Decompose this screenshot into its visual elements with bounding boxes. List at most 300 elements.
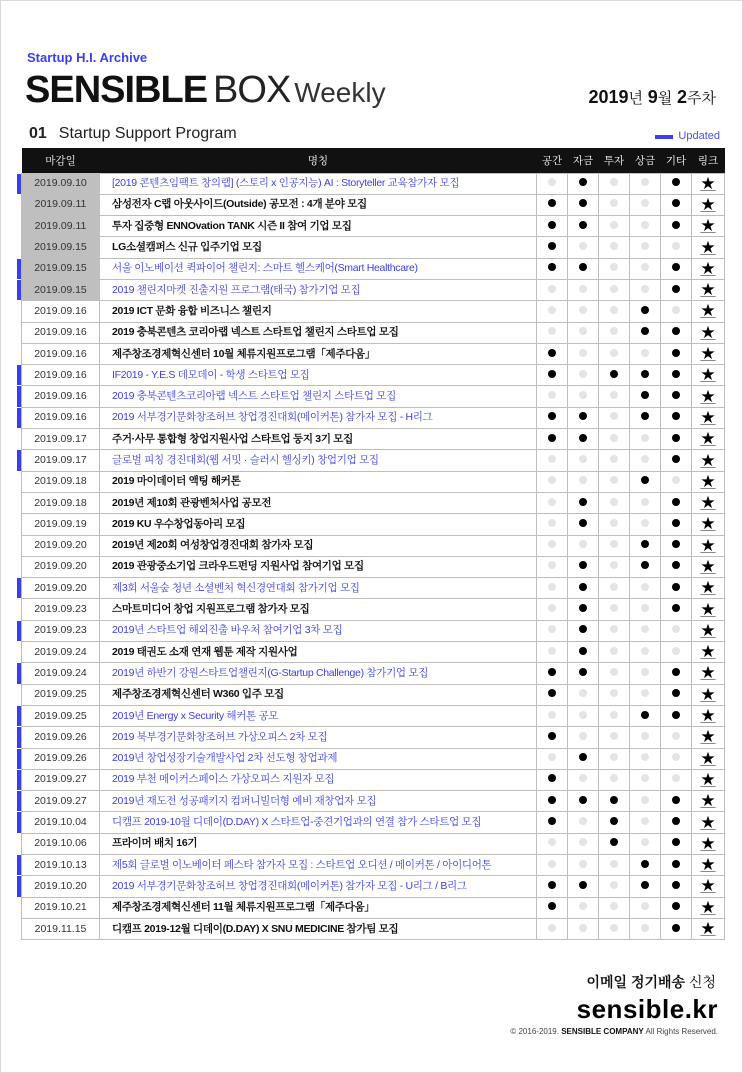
deadline-cell: 2019.09.25 [22, 705, 100, 726]
deadline-cell: 2019.09.26 [22, 748, 100, 769]
category-cell [537, 705, 568, 726]
category-cell [599, 769, 630, 790]
category-cell [568, 471, 599, 492]
empty-dot-icon [641, 263, 649, 271]
link-cell [692, 876, 725, 897]
filled-dot-icon [672, 221, 680, 229]
category-cell [568, 429, 599, 450]
category-cell [630, 535, 661, 556]
category-cell [599, 684, 630, 705]
column-header: 마감일 [22, 148, 100, 173]
category-cell [661, 663, 692, 684]
program-name[interactable]: 디캠프 2019-12월 디데이(D.DAY) X SNU MEDICINE 참가팀 모집 [100, 918, 537, 939]
program-name[interactable]: 2019 부천 메이커스페이스 가상오피스 지원자 모집 [100, 769, 537, 790]
program-name[interactable]: 2019 북부경기문화창조허브 가상오피스 2차 모집 [100, 727, 537, 748]
category-cell [537, 343, 568, 364]
star-link-icon[interactable]: ★ [700, 578, 716, 598]
star-link-icon[interactable]: ★ [700, 620, 716, 640]
category-cell [599, 705, 630, 726]
category-cell [630, 343, 661, 364]
filled-dot-icon [672, 881, 680, 889]
category-cell [568, 450, 599, 471]
filled-dot-icon [548, 199, 556, 207]
empty-dot-icon [610, 689, 618, 697]
empty-dot-icon [548, 604, 556, 612]
deadline-cell: 2019.09.25 [22, 684, 100, 705]
category-cell [568, 492, 599, 513]
star-link-icon[interactable]: ★ [700, 684, 716, 704]
table-row [22, 897, 725, 918]
link-cell [692, 684, 725, 705]
category-cell [661, 237, 692, 258]
filled-dot-icon [579, 178, 587, 186]
program-name[interactable]: 2019 태권도 소재 연재 웹툰 제작 지원사업 [100, 642, 537, 663]
category-cell [568, 918, 599, 939]
empty-dot-icon [641, 604, 649, 612]
star-link-icon[interactable]: ★ [700, 429, 716, 449]
filled-dot-icon [641, 391, 649, 399]
program-name[interactable]: 2019 KU 우수창업동아리 모집 [100, 514, 537, 535]
program-name[interactable]: [2019 콘텐츠임팩트 창의랩] (스토리 x 인공지능) AI : Storyteller 교육참가자 모집 [100, 173, 537, 194]
category-cell [630, 578, 661, 599]
table-row [22, 237, 725, 258]
category-cell [661, 791, 692, 812]
empty-dot-icon [610, 625, 618, 633]
category-cell [568, 684, 599, 705]
filled-dot-icon [610, 370, 618, 378]
empty-dot-icon [579, 285, 587, 293]
empty-dot-icon [579, 476, 587, 484]
star-link-icon[interactable]: ★ [700, 599, 716, 619]
table-row [22, 791, 725, 812]
star-link-icon[interactable]: ★ [700, 216, 716, 236]
category-cell [537, 663, 568, 684]
program-name[interactable]: 2019년 Energy x Security 해커톤 공모 [100, 705, 537, 726]
deadline-cell: 2019.09.17 [22, 450, 100, 471]
link-cell [692, 301, 725, 322]
table-row [22, 535, 725, 556]
link-cell [692, 791, 725, 812]
filled-dot-icon [672, 498, 680, 506]
star-link-icon[interactable]: ★ [700, 514, 716, 534]
empty-dot-icon [641, 838, 649, 846]
empty-dot-icon [641, 434, 649, 442]
program-name[interactable]: 2019년 재도전 성공패키지 컴퍼니빌더형 예비 재창업자 모집 [100, 791, 537, 812]
category-cell [599, 578, 630, 599]
empty-dot-icon [548, 860, 556, 868]
empty-dot-icon [548, 455, 556, 463]
category-cell [537, 429, 568, 450]
star-link-icon[interactable]: ★ [700, 407, 716, 427]
link-cell [692, 769, 725, 790]
deadline-cell: 2019.09.15 [22, 237, 100, 258]
program-name[interactable]: 프라이머 배치 16기 [100, 833, 537, 854]
category-cell [599, 471, 630, 492]
empty-dot-icon [641, 924, 649, 932]
table-row [22, 727, 725, 748]
filled-dot-icon [579, 263, 587, 271]
table-row [22, 407, 725, 428]
category-cell [568, 855, 599, 876]
filled-dot-icon [641, 881, 649, 889]
star-link-icon[interactable]: ★ [700, 301, 716, 321]
link-cell [692, 492, 725, 513]
empty-dot-icon [579, 711, 587, 719]
subscribe-bold: 이메일 정기배송 [586, 974, 686, 990]
filled-dot-icon [579, 647, 587, 655]
copyright [510, 1027, 718, 1037]
link-cell [692, 429, 725, 450]
program-name[interactable]: 글로벌 피칭 경진대회(웹 서밋 · 슬러시 헬싱키) 창업기업 모집 [100, 450, 537, 471]
category-cell [661, 897, 692, 918]
empty-dot-icon [548, 711, 556, 719]
program-name[interactable]: IF2019 - Y.E.S 데모데이 - 학생 스타트업 모집 [100, 365, 537, 386]
program-name[interactable]: 제주창조경제혁신센터 10월 체류지원프로그램「제주다움」 [100, 343, 537, 364]
filled-dot-icon [610, 796, 618, 804]
star-link-icon[interactable]: ★ [700, 556, 716, 576]
filled-dot-icon [672, 561, 680, 569]
program-name[interactable]: 2019 서부경기문화창조허브 창업경진대회(메이커톤) 참가자 모집 - H리그 [100, 407, 537, 428]
star-link-icon[interactable]: ★ [700, 344, 716, 364]
star-link-icon[interactable]: ★ [700, 471, 716, 491]
filled-dot-icon [672, 540, 680, 548]
empty-dot-icon [641, 625, 649, 633]
category-cell [599, 663, 630, 684]
star-link-icon[interactable]: ★ [700, 365, 716, 385]
empty-dot-icon [610, 391, 618, 399]
table-row [22, 684, 725, 705]
category-cell [537, 918, 568, 939]
table-row [22, 663, 725, 684]
category-cell [661, 301, 692, 322]
link-cell [692, 663, 725, 684]
table-row [22, 599, 725, 620]
star-link-icon[interactable]: ★ [700, 450, 716, 470]
empty-dot-icon [579, 327, 587, 335]
category-cell [568, 620, 599, 641]
star-link-icon[interactable]: ★ [700, 727, 716, 747]
filled-dot-icon [579, 881, 587, 889]
star-link-icon[interactable]: ★ [700, 897, 716, 917]
category-cell [568, 791, 599, 812]
program-name[interactable]: 2019년 창업성장기술개발사업 2차 선도형 창업과제 [100, 748, 537, 769]
copyright-rights: All Rights Reserved. [645, 1027, 718, 1036]
star-link-icon[interactable]: ★ [700, 173, 716, 193]
star-link-icon[interactable]: ★ [700, 535, 716, 555]
link-cell [692, 642, 725, 663]
link-cell [692, 258, 725, 279]
empty-dot-icon [579, 349, 587, 357]
deadline-cell: 2019.10.20 [22, 876, 100, 897]
category-cell [537, 386, 568, 407]
category-cell [630, 918, 661, 939]
category-cell [661, 279, 692, 300]
filled-dot-icon [579, 796, 587, 804]
updated-legend [655, 130, 720, 143]
empty-dot-icon [548, 391, 556, 399]
empty-dot-icon [610, 349, 618, 357]
category-cell [568, 301, 599, 322]
category-cell [537, 897, 568, 918]
deadline-cell: 2019.09.19 [22, 514, 100, 535]
link-cell [692, 578, 725, 599]
category-cell [599, 642, 630, 663]
program-name[interactable]: 서울 이노베이션 퀵파이어 챌린지: 스마트 헬스케어(Smart Healthcare) [100, 258, 537, 279]
link-cell [692, 514, 725, 535]
filled-dot-icon [548, 817, 556, 825]
star-link-icon[interactable]: ★ [700, 855, 716, 875]
filled-dot-icon [672, 412, 680, 420]
empty-dot-icon [548, 753, 556, 761]
star-link-icon[interactable]: ★ [700, 791, 716, 811]
category-cell [537, 620, 568, 641]
program-name[interactable]: 2019 ICT 문화 융합 비즈니스 챌린지 [100, 301, 537, 322]
logo [25, 70, 386, 110]
star-link-icon[interactable]: ★ [700, 280, 716, 300]
filled-dot-icon [672, 668, 680, 676]
category-cell [599, 216, 630, 237]
star-link-icon[interactable]: ★ [700, 876, 716, 896]
empty-dot-icon [641, 817, 649, 825]
star-link-icon[interactable]: ★ [700, 258, 716, 278]
star-link-icon[interactable]: ★ [700, 237, 716, 257]
category-cell [537, 578, 568, 599]
category-cell [537, 642, 568, 663]
program-name[interactable]: 2019 서부경기문화창조허브 창업경진대회(메이커톤) 참가자 모집 - U리그 / B리그 [100, 876, 537, 897]
deadline-cell: 2019.09.26 [22, 727, 100, 748]
category-cell [661, 386, 692, 407]
filled-dot-icon [579, 434, 587, 442]
program-name[interactable]: 주거·사무 통합형 창업지원사업 스타트업 둥지 3기 모집 [100, 429, 537, 450]
issue-week [588, 87, 716, 109]
program-name[interactable]: 2019년 하반기 강원스타트업챌린지(G-Startup Challenge) 참가기업 모집 [100, 663, 537, 684]
empty-dot-icon [641, 349, 649, 357]
filled-dot-icon [641, 306, 649, 314]
category-cell [537, 279, 568, 300]
category-cell [661, 705, 692, 726]
deadline-cell: 2019.09.20 [22, 578, 100, 599]
star-link-icon[interactable]: ★ [700, 748, 716, 768]
category-cell [661, 365, 692, 386]
category-cell [630, 173, 661, 194]
category-cell [661, 194, 692, 215]
filled-dot-icon [548, 412, 556, 420]
empty-dot-icon [579, 242, 587, 250]
column-header: 링크 [692, 148, 725, 173]
category-cell [630, 301, 661, 322]
category-cell [568, 194, 599, 215]
table-row [22, 514, 725, 535]
category-cell [661, 833, 692, 854]
program-name[interactable]: 제5회 글로벌 이노베이터 페스타 참가자 모집 : 스타트업 오디션 / 메이커톤 / 아이디어톤 [100, 855, 537, 876]
empty-dot-icon [548, 838, 556, 846]
star-link-icon[interactable]: ★ [700, 769, 716, 789]
program-name[interactable]: LG소셜캠퍼스 신규 입주기업 모집 [100, 237, 537, 258]
category-cell [630, 450, 661, 471]
program-name[interactable]: 2019년 제20회 여성창업경진대회 참가자 모집 [100, 535, 537, 556]
logo-light: BOX [213, 69, 291, 111]
category-cell [568, 279, 599, 300]
empty-dot-icon [610, 604, 618, 612]
table-row [22, 492, 725, 513]
empty-dot-icon [548, 498, 556, 506]
program-name[interactable]: 2019년 제10회 관광벤처사업 공모전 [100, 492, 537, 513]
program-name[interactable]: 2019 충북콘텐츠 코리아랩 넥스트 스타트업 챌린지 스타트업 모집 [100, 322, 537, 343]
category-cell [537, 748, 568, 769]
link-cell [692, 833, 725, 854]
category-cell [537, 322, 568, 343]
star-link-icon[interactable]: ★ [700, 663, 716, 683]
category-cell [661, 684, 692, 705]
category-cell [599, 748, 630, 769]
filled-dot-icon [672, 924, 680, 932]
category-cell [661, 918, 692, 939]
category-cell [568, 216, 599, 237]
category-cell [599, 918, 630, 939]
subscribe-link[interactable] [586, 974, 716, 991]
star-link-icon[interactable]: ★ [700, 493, 716, 513]
category-cell [537, 855, 568, 876]
program-name[interactable]: 스마트미디어 창업 지원프로그램 참가자 모집 [100, 599, 537, 620]
link-cell [692, 407, 725, 428]
filled-dot-icon [672, 285, 680, 293]
empty-dot-icon [641, 732, 649, 740]
category-cell [661, 450, 692, 471]
table-row [22, 578, 725, 599]
category-cell [630, 748, 661, 769]
filled-dot-icon [672, 689, 680, 697]
category-cell [630, 471, 661, 492]
empty-dot-icon [579, 838, 587, 846]
program-name[interactable]: 2019년 스타트업 해외진출 바우처 참여기업 3차 모집 [100, 620, 537, 641]
table-row [22, 556, 725, 577]
deadline-cell: 2019.10.13 [22, 855, 100, 876]
deadline-cell: 2019.09.27 [22, 791, 100, 812]
program-name[interactable]: 투자 집중형 ENNOvation TANK 시즌 II 참여 기업 모집 [100, 216, 537, 237]
star-link-icon[interactable]: ★ [700, 706, 716, 726]
empty-dot-icon [548, 583, 556, 591]
category-cell [630, 386, 661, 407]
star-link-icon[interactable]: ★ [700, 322, 716, 342]
empty-dot-icon [641, 647, 649, 655]
empty-dot-icon [579, 689, 587, 697]
program-name[interactable]: 2019 충북콘텐츠코리아랩 넥스트 스타트업 챌린지 스타트업 모집 [100, 386, 537, 407]
star-link-icon[interactable]: ★ [700, 833, 716, 853]
week-suffix: 주차 [687, 90, 716, 107]
empty-dot-icon [548, 924, 556, 932]
empty-dot-icon [641, 242, 649, 250]
empty-dot-icon [610, 647, 618, 655]
category-cell [568, 642, 599, 663]
deadline-cell: 2019.09.16 [22, 407, 100, 428]
star-link-icon[interactable]: ★ [700, 642, 716, 662]
category-cell [599, 599, 630, 620]
category-cell [537, 535, 568, 556]
deadline-cell: 2019.09.18 [22, 492, 100, 513]
category-cell [599, 194, 630, 215]
category-cell [630, 322, 661, 343]
star-link-icon[interactable]: ★ [700, 386, 716, 406]
filled-dot-icon [579, 561, 587, 569]
table-row [22, 365, 725, 386]
empty-dot-icon [641, 221, 649, 229]
empty-dot-icon [641, 753, 649, 761]
filled-dot-icon [672, 796, 680, 804]
link-cell [692, 322, 725, 343]
filled-dot-icon [672, 838, 680, 846]
category-cell [661, 748, 692, 769]
star-link-icon[interactable]: ★ [700, 812, 716, 832]
empty-dot-icon [610, 221, 618, 229]
program-name[interactable]: 제주창조경제혁신센터 W360 입주 모집 [100, 684, 537, 705]
empty-dot-icon [641, 902, 649, 910]
empty-dot-icon [610, 668, 618, 676]
link-cell [692, 599, 725, 620]
category-cell [661, 556, 692, 577]
program-name[interactable]: 2019 관광중소기업 크라우드펀딩 지원사업 참여기업 모집 [100, 556, 537, 577]
empty-dot-icon [610, 242, 618, 250]
category-cell [630, 897, 661, 918]
table-row [22, 876, 725, 897]
deadline-cell: 2019.09.16 [22, 365, 100, 386]
deadline-cell: 2019.09.16 [22, 343, 100, 364]
column-header: 공간 [537, 148, 568, 173]
category-cell [661, 173, 692, 194]
filled-dot-icon [548, 796, 556, 804]
program-name[interactable]: 2019 마이데이터 액팅 해커톤 [100, 471, 537, 492]
star-link-icon[interactable]: ★ [700, 194, 716, 214]
empty-dot-icon [641, 455, 649, 463]
column-header: 자금 [568, 148, 599, 173]
category-cell [661, 578, 692, 599]
filled-dot-icon [579, 221, 587, 229]
category-cell [599, 407, 630, 428]
week-number: 2 [677, 87, 688, 107]
empty-dot-icon [610, 753, 618, 761]
empty-dot-icon [548, 540, 556, 548]
empty-dot-icon [579, 455, 587, 463]
deadline-cell: 2019.09.20 [22, 535, 100, 556]
table-row [22, 343, 725, 364]
filled-dot-icon [579, 498, 587, 506]
program-name[interactable]: 제3회 서울숲 청년 소셜벤처 혁신경연대회 참가기업 모집 [100, 578, 537, 599]
program-name[interactable]: 삼성전자 C랩 아웃사이드(Outside) 공모전 : 4개 분야 모집 [100, 194, 537, 215]
category-cell [537, 684, 568, 705]
empty-dot-icon [548, 178, 556, 186]
link-cell [692, 556, 725, 577]
category-cell [568, 897, 599, 918]
deadline-cell: 2019.09.27 [22, 769, 100, 790]
category-cell [630, 642, 661, 663]
filled-dot-icon [579, 519, 587, 527]
star-link-icon[interactable]: ★ [700, 919, 716, 939]
category-cell [661, 812, 692, 833]
program-name[interactable]: 2019 챌린지마켓 진출지원 프로그램(태국) 참가기업 모집 [100, 279, 537, 300]
filled-dot-icon [548, 732, 556, 740]
empty-dot-icon [641, 668, 649, 676]
category-cell [630, 599, 661, 620]
week-year: 2019 [588, 87, 629, 107]
link-cell [692, 918, 725, 939]
program-name[interactable]: 제주창조경제혁신센터 11월 체류지원프로그램「제주다움」 [100, 897, 537, 918]
site-link[interactable]: sensible.kr [576, 994, 718, 1024]
program-name[interactable]: 디캠프 2019-10월 디데이(D.DAY) X 스타트업-중견기업과의 연결 참가 스타트업 모집 [100, 812, 537, 833]
table-row [22, 769, 725, 790]
filled-dot-icon [672, 178, 680, 186]
category-cell [537, 492, 568, 513]
category-cell [599, 386, 630, 407]
category-cell [599, 897, 630, 918]
